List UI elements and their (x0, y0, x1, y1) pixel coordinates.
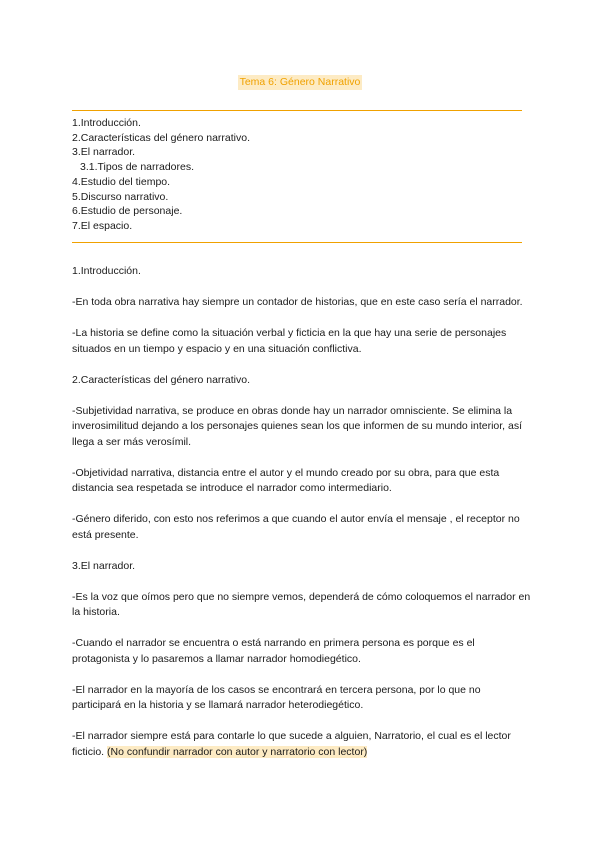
paragraph-last (72, 729, 532, 760)
section-heading: 1.Introducción. (72, 265, 141, 277)
top-divider (72, 110, 522, 111)
title-container (0, 72, 600, 90)
paragraph: -En toda obra narrativa hay siempre un contador de historias, que en este caso sería el narrador. (72, 296, 523, 308)
paragraph: -Es la voz que oímos pero que no siempre vemos, dependerá de cómo coloquemos el narrador en la historia. (72, 590, 531, 618)
paragraph: -Subjetividad narrativa, se produce en obras donde hay un narrador omnisciente. Se elimina la inverosimilitud dejando a los personajes quienes sean los que informen de su mundo interior, así llega a ser más verosímil. (72, 404, 523, 448)
paragraph: -Objetividad narrativa, distancia entre el autor y el mundo creado por su obra, para que esta distancia sea respetada se introduce el narrador como intermediario. (72, 466, 500, 494)
document-title: Tema 6: Género Narrativo (239, 76, 361, 88)
highlighted-note: (No confundir narrador con autor y narratorio con lector) (107, 745, 368, 758)
table-of-contents (72, 116, 532, 234)
toc-item: 2.Características del género narrativo. (72, 131, 251, 144)
section-heading: 2.Características del género narrativo. (72, 373, 251, 386)
toc-item: 6.Estudio de personaje. (72, 205, 183, 218)
paragraph: -El narrador en la mayoría de los casos se encontrará en tercera persona, por lo que no participará en la historia y se llamará narrador heterodiegético. (72, 683, 481, 711)
paragraph-text: -El narrador siempre está para contarle lo que sucede a alguien, Narratorio, el cual es el lector ficticio. (72, 730, 511, 758)
paragraph: -La historia se define como la situación verbal y ficticia en la que hay una serie de personajes situados en un tiempo y espacio y en una situación conflictiva. (72, 327, 507, 355)
section-heading: 3.El narrador. (72, 559, 136, 572)
toc-item: 7.El espacio. (72, 219, 133, 232)
toc-item: 3.El narrador. (72, 146, 136, 159)
toc-item: 4.Estudio del tiempo. (72, 175, 171, 188)
toc-subitem: 3.1.Tipos de narradores. (80, 161, 195, 174)
bottom-divider (72, 242, 522, 243)
paragraph: -Cuando el narrador se encuentra o está narrando en primera persona es porque es el protagonista y lo pasaremos a llamar narrador homodiegético. (72, 637, 475, 665)
toc-item: 1.Introducción. (72, 117, 141, 129)
document-body (72, 264, 532, 776)
toc-item: 5.Discurso narrativo. (72, 190, 169, 203)
paragraph: -Género diferido, con esto nos referimos a que cuando el autor envía el mensaje , el receptor no está presente. (72, 513, 520, 541)
